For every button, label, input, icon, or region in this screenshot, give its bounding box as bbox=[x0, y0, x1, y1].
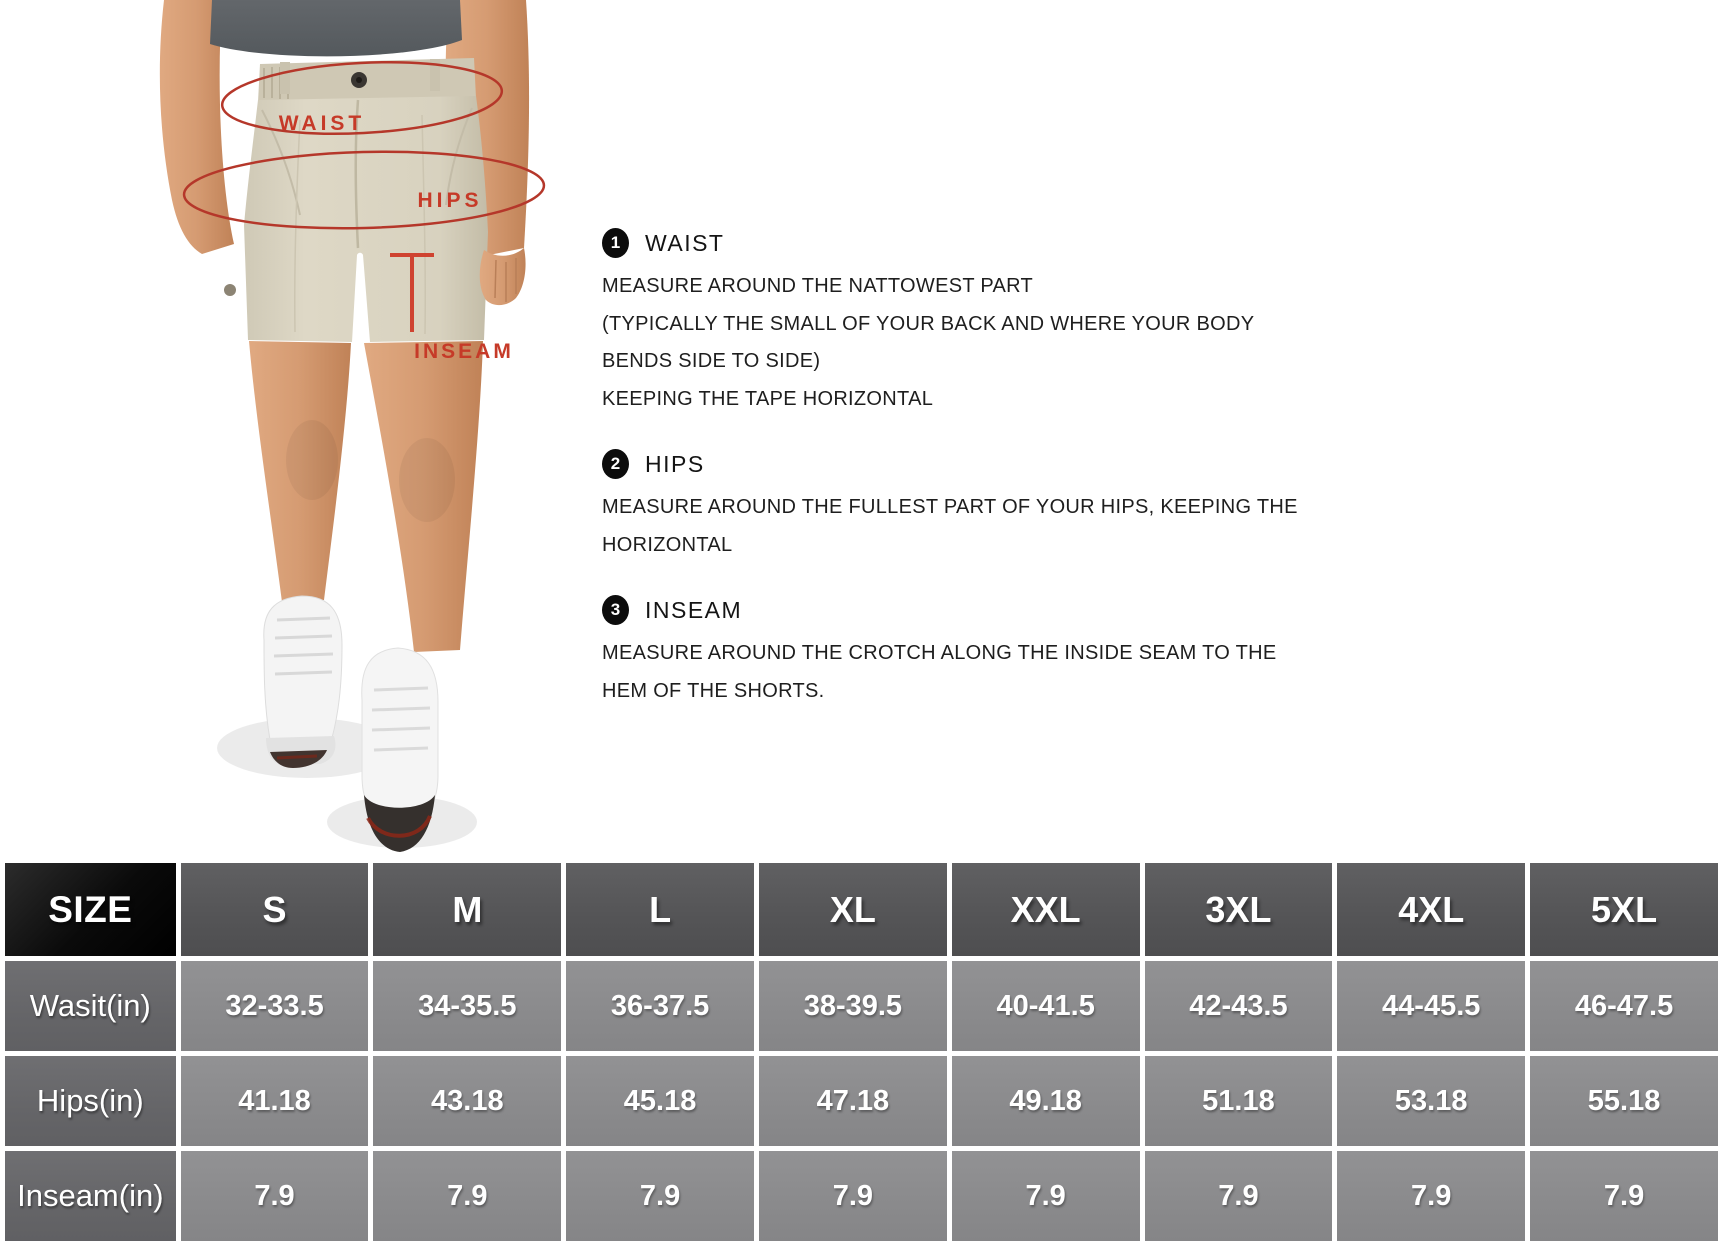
table-row-hips bbox=[5, 1056, 1718, 1146]
instruction-line: KEEPING THE TAPE HORIZONTAL bbox=[602, 387, 934, 410]
size-col-xxl: XXL bbox=[952, 863, 1140, 956]
size-col-m: M bbox=[373, 863, 561, 956]
waist-button bbox=[356, 77, 362, 83]
number-1-badge: 1 bbox=[602, 228, 629, 258]
hips-value: 41.18 bbox=[181, 1056, 369, 1146]
row-label-inseam: Inseam(in) bbox=[5, 1151, 176, 1241]
inseam-value: 7.9 bbox=[181, 1151, 369, 1241]
hips-value: 43.18 bbox=[373, 1056, 561, 1146]
waist-value: 40-41.5 bbox=[952, 961, 1140, 1051]
waist-value: 34-35.5 bbox=[373, 961, 561, 1051]
hips-value: 49.18 bbox=[952, 1056, 1140, 1146]
waist-value: 38-39.5 bbox=[759, 961, 947, 1051]
inseam-value: 7.9 bbox=[1337, 1151, 1525, 1241]
row-label-waist: Wasit(in) bbox=[5, 961, 176, 1051]
instruction-inseam bbox=[602, 595, 1462, 710]
instruction-waist bbox=[602, 228, 1462, 418]
hips-value: 45.18 bbox=[566, 1056, 754, 1146]
model-photo bbox=[112, 0, 572, 858]
table-row-inseam bbox=[5, 1151, 1718, 1241]
belt-loop bbox=[280, 62, 290, 94]
waist-value: 36-37.5 bbox=[566, 961, 754, 1051]
size-col-3xl: 3XL bbox=[1145, 863, 1333, 956]
instruction-line: BENDS SIDE TO SIDE) bbox=[602, 350, 821, 372]
hips-value: 55.18 bbox=[1530, 1056, 1718, 1146]
instruction-line: (TYPICALLY THE SMALL OF YOUR BACK AND WHERE YOUR BODY bbox=[602, 312, 1255, 335]
inseam-value: 7.9 bbox=[952, 1151, 1140, 1241]
number-3-badge: 3 bbox=[602, 595, 629, 625]
instruction-line: MEASURE AROUND THE CROTCH ALONG THE INSIDE SEAM TO THE bbox=[602, 642, 1277, 664]
instruction-line: HEM OF THE SHORTS. bbox=[602, 679, 825, 702]
waist-annotation-label: WAIST bbox=[278, 112, 366, 135]
left-sneaker bbox=[264, 596, 342, 768]
hips-annotation-label: HIPS bbox=[417, 189, 483, 212]
zip-pocket-snap bbox=[224, 284, 236, 296]
table-header-row bbox=[5, 863, 1718, 956]
inseam-annotation-label: INSEAM bbox=[414, 340, 514, 363]
inseam-value: 7.9 bbox=[566, 1151, 754, 1241]
inseam-value: 7.9 bbox=[373, 1151, 561, 1241]
inseam-value: 7.9 bbox=[1530, 1151, 1718, 1241]
hips-value: 47.18 bbox=[759, 1056, 947, 1146]
instruction-title: INSEAM bbox=[645, 596, 743, 623]
waist-value: 42-43.5 bbox=[1145, 961, 1333, 1051]
size-col-l: L bbox=[566, 863, 754, 956]
number-2-badge: 2 bbox=[602, 449, 629, 479]
size-col-4xl: 4XL bbox=[1337, 863, 1525, 956]
instruction-header bbox=[602, 595, 1462, 625]
instruction-line: MEASURE AROUND THE NATTOWEST PART bbox=[602, 275, 1034, 297]
row-label-hips: Hips(in) bbox=[5, 1056, 176, 1146]
knee-shading bbox=[286, 420, 338, 500]
waist-value: 44-45.5 bbox=[1337, 961, 1525, 1051]
right-hand bbox=[480, 248, 526, 305]
waist-value: 32-33.5 bbox=[181, 961, 369, 1051]
instruction-line: HORIZONTAL bbox=[602, 533, 733, 556]
instruction-title: HIPS bbox=[645, 450, 705, 477]
measuring-instructions bbox=[602, 228, 1462, 741]
table-row-waist bbox=[5, 961, 1718, 1051]
hips-value: 51.18 bbox=[1145, 1056, 1333, 1146]
size-col-5xl: 5XL bbox=[1530, 863, 1718, 956]
instruction-title: WAIST bbox=[645, 229, 725, 256]
instruction-hips bbox=[602, 449, 1462, 564]
instruction-header bbox=[602, 228, 1462, 258]
instruction-header bbox=[602, 449, 1462, 479]
size-col-xl: XL bbox=[759, 863, 947, 956]
knee-shading bbox=[399, 438, 455, 522]
waist-value: 46-47.5 bbox=[1530, 961, 1718, 1051]
shirt bbox=[210, 0, 462, 56]
size-chart-table bbox=[0, 858, 1723, 1246]
right-sneaker bbox=[362, 648, 438, 852]
size-col-s: S bbox=[181, 863, 369, 956]
inseam-value: 7.9 bbox=[1145, 1151, 1333, 1241]
model-photo-area bbox=[112, 0, 572, 858]
instruction-line: MEASURE AROUND THE FULLEST PART OF YOUR HIPS, KEEPING THE bbox=[602, 496, 1298, 518]
size-header-cell: SIZE bbox=[5, 863, 176, 956]
inseam-value: 7.9 bbox=[759, 1151, 947, 1241]
hips-value: 53.18 bbox=[1337, 1056, 1525, 1146]
